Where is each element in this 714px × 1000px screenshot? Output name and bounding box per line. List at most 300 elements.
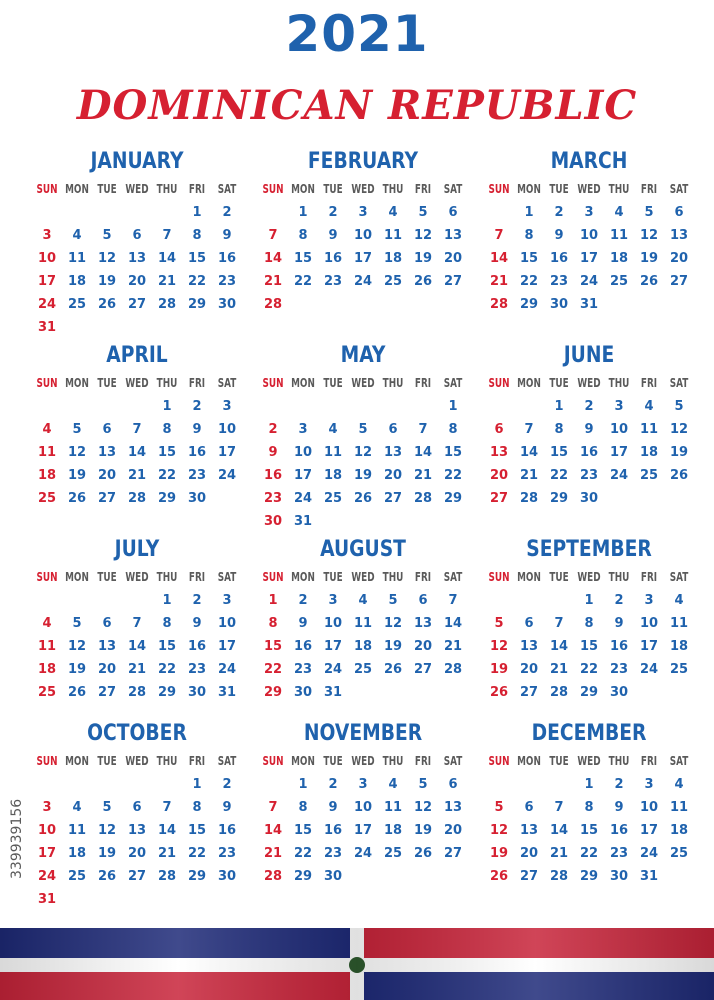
day-cell: 28	[519, 491, 539, 506]
day-cell: 26	[97, 869, 117, 884]
day-cell: 7	[162, 800, 172, 815]
day-cell: 26	[413, 274, 433, 289]
day-cell: 17	[37, 274, 57, 289]
month-august	[258, 534, 468, 704]
weekday-header: THU	[608, 182, 630, 196]
day-cell: 29	[443, 491, 463, 506]
day-cell: 14	[413, 445, 433, 460]
day-cell: 21	[413, 468, 433, 483]
day-cell: 8	[584, 800, 594, 815]
day-cell: 4	[328, 422, 338, 437]
day-cell: 31	[579, 297, 599, 312]
day-cell: 22	[187, 274, 207, 289]
day-cell: 14	[549, 639, 569, 654]
day-cell: 21	[127, 662, 147, 677]
day-cell: 25	[609, 274, 629, 289]
day-cell: 22	[263, 662, 283, 677]
day-grid	[484, 750, 694, 888]
day-cell: 29	[293, 869, 313, 884]
day-cell: 13	[413, 616, 433, 631]
day-cell: 15	[157, 639, 177, 654]
day-cell: 1	[584, 593, 594, 608]
day-cell: 10	[353, 228, 373, 243]
weekday-header: THU	[382, 182, 404, 196]
day-cell: 19	[669, 445, 689, 460]
empty-day-cell	[32, 589, 62, 612]
day-cell: 12	[67, 445, 87, 460]
weekday-header: TUE	[549, 376, 569, 390]
weekday-header: TUE	[549, 182, 569, 196]
day-cell: 29	[157, 491, 177, 506]
weekday-header: WED	[125, 570, 149, 584]
day-cell: 3	[614, 399, 624, 414]
day-cell: 28	[489, 297, 509, 312]
day-cell: 3	[644, 593, 654, 608]
day-cell: 29	[157, 685, 177, 700]
day-cell: 30	[217, 297, 237, 312]
day-cell: 15	[579, 639, 599, 654]
day-cell: 24	[293, 491, 313, 506]
day-cell: 16	[323, 823, 343, 838]
weekday-header: TUE	[549, 754, 569, 768]
day-cell: 25	[669, 846, 689, 861]
day-cell: 10	[639, 616, 659, 631]
day-cell: 29	[579, 869, 599, 884]
day-cell: 30	[217, 869, 237, 884]
day-cell: 18	[353, 639, 373, 654]
day-cell: 26	[67, 491, 87, 506]
day-cell: 18	[323, 468, 343, 483]
day-cell: 26	[639, 274, 659, 289]
day-cell: 1	[162, 399, 172, 414]
day-cell: 13	[443, 800, 463, 815]
day-cell: 9	[222, 800, 232, 815]
day-cell: 4	[42, 422, 52, 437]
day-cell: 30	[609, 685, 629, 700]
day-cell: 24	[639, 662, 659, 677]
day-cell: 4	[644, 399, 654, 414]
day-cell: 18	[37, 468, 57, 483]
day-cell: 21	[443, 639, 463, 654]
country-title: DOMINICAN REPUBLIC	[76, 82, 638, 129]
day-cell: 2	[222, 777, 232, 792]
weekday-header: TUE	[97, 570, 117, 584]
day-cell: 12	[383, 616, 403, 631]
day-cell: 15	[293, 823, 313, 838]
day-cell: 19	[97, 274, 117, 289]
day-cell: 8	[448, 422, 458, 437]
day-cell: 20	[127, 846, 147, 861]
day-cell: 27	[413, 662, 433, 677]
day-cell: 6	[494, 422, 504, 437]
day-cell: 1	[524, 205, 534, 220]
day-cell: 10	[37, 251, 57, 266]
weekday-header: SAT	[669, 754, 689, 768]
day-cell: 5	[674, 399, 684, 414]
day-cell: 30	[187, 491, 207, 506]
day-cell: 21	[157, 274, 177, 289]
day-cell: 21	[263, 846, 283, 861]
day-cell: 28	[263, 869, 283, 884]
weekday-header: THU	[608, 570, 630, 584]
day-cell: 24	[609, 468, 629, 483]
day-cell: 8	[192, 800, 202, 815]
empty-day-cell	[514, 773, 544, 796]
day-cell: 18	[37, 662, 57, 677]
weekday-header: WED	[577, 376, 601, 390]
weekday-header: FRI	[640, 754, 658, 768]
weekday-header: FRI	[188, 754, 206, 768]
empty-day-cell	[122, 589, 152, 612]
empty-day-cell	[152, 773, 182, 796]
day-cell: 6	[388, 422, 398, 437]
day-cell: 30	[609, 869, 629, 884]
weekday-header: WED	[125, 376, 149, 390]
weekday-header: SUN	[36, 376, 58, 390]
day-cell: 17	[639, 823, 659, 838]
empty-day-cell	[122, 395, 152, 418]
day-cell: 11	[669, 800, 689, 815]
day-cell: 15	[187, 251, 207, 266]
day-cell: 12	[97, 823, 117, 838]
day-cell: 7	[554, 800, 564, 815]
day-cell: 30	[549, 297, 569, 312]
empty-day-cell	[92, 395, 122, 418]
day-cell: 23	[323, 846, 343, 861]
empty-day-cell	[32, 773, 62, 796]
day-cell: 6	[132, 800, 142, 815]
month-october	[32, 718, 242, 911]
empty-day-cell	[92, 201, 122, 224]
day-cell: 5	[418, 777, 428, 792]
day-cell: 12	[489, 639, 509, 654]
weekday-header: SUN	[262, 376, 284, 390]
empty-day-cell	[484, 201, 514, 224]
day-cell: 1	[268, 593, 278, 608]
day-cell: 15	[579, 823, 599, 838]
day-cell: 8	[298, 800, 308, 815]
day-cell: 30	[579, 491, 599, 506]
day-cell: 20	[489, 468, 509, 483]
day-cell: 14	[127, 445, 147, 460]
day-cell: 3	[42, 228, 52, 243]
weekday-header: FRI	[188, 570, 206, 584]
day-cell: 30	[323, 869, 343, 884]
empty-day-cell	[122, 201, 152, 224]
day-cell: 10	[639, 800, 659, 815]
day-cell: 27	[97, 685, 117, 700]
day-cell: 26	[353, 491, 373, 506]
day-cell: 21	[263, 274, 283, 289]
month-title: JULY	[114, 537, 160, 562]
day-cell: 5	[72, 616, 82, 631]
day-cell: 25	[383, 274, 403, 289]
day-cell: 13	[383, 445, 403, 460]
empty-day-cell	[152, 201, 182, 224]
month-december	[484, 718, 694, 888]
weekday-header: MON	[517, 754, 541, 768]
day-grid	[258, 178, 468, 316]
day-cell: 4	[72, 228, 82, 243]
day-cell: 23	[609, 662, 629, 677]
day-cell: 14	[443, 616, 463, 631]
day-cell: 14	[157, 823, 177, 838]
day-cell: 24	[217, 662, 237, 677]
day-cell: 9	[298, 616, 308, 631]
day-cell: 11	[669, 616, 689, 631]
day-cell: 7	[418, 422, 428, 437]
day-cell: 8	[192, 228, 202, 243]
weekday-header: THU	[156, 182, 178, 196]
weekday-header: MON	[291, 754, 315, 768]
day-cell: 20	[669, 251, 689, 266]
day-cell: 12	[97, 251, 117, 266]
day-cell: 22	[579, 846, 599, 861]
weekday-header: TUE	[323, 754, 343, 768]
day-cell: 22	[519, 274, 539, 289]
day-cell: 16	[609, 639, 629, 654]
month-february	[258, 146, 468, 316]
weekday-header: TUE	[549, 570, 569, 584]
day-cell: 18	[67, 274, 87, 289]
day-cell: 13	[127, 823, 147, 838]
month-title: MAY	[340, 343, 386, 368]
day-cell: 18	[609, 251, 629, 266]
weekday-header: SAT	[217, 570, 237, 584]
day-cell: 27	[519, 869, 539, 884]
weekday-header: WED	[577, 570, 601, 584]
day-cell: 28	[413, 491, 433, 506]
day-cell: 7	[448, 593, 458, 608]
day-cell: 10	[217, 616, 237, 631]
day-cell: 29	[187, 297, 207, 312]
day-cell: 31	[293, 514, 313, 529]
day-cell: 17	[37, 846, 57, 861]
day-cell: 16	[323, 251, 343, 266]
weekday-header: TUE	[323, 376, 343, 390]
day-cell: 23	[293, 662, 313, 677]
weekday-header: MON	[65, 182, 89, 196]
day-cell: 2	[614, 777, 624, 792]
day-cell: 3	[42, 800, 52, 815]
day-cell: 5	[102, 800, 112, 815]
day-cell: 2	[298, 593, 308, 608]
day-cell: 19	[413, 251, 433, 266]
day-cell: 29	[187, 869, 207, 884]
stock-id-label: 339939156	[9, 798, 25, 880]
month-november	[258, 718, 468, 888]
day-cell: 18	[639, 445, 659, 460]
day-cell: 16	[579, 445, 599, 460]
day-cell: 13	[127, 251, 147, 266]
day-cell: 25	[323, 491, 343, 506]
empty-day-cell	[258, 395, 288, 418]
day-cell: 14	[157, 251, 177, 266]
day-cell: 7	[162, 228, 172, 243]
day-cell: 14	[489, 251, 509, 266]
day-cell: 9	[222, 228, 232, 243]
day-cell: 23	[263, 491, 283, 506]
day-cell: 19	[489, 846, 509, 861]
weekday-header: FRI	[414, 570, 432, 584]
day-cell: 17	[579, 251, 599, 266]
day-cell: 22	[579, 662, 599, 677]
empty-day-cell	[62, 395, 92, 418]
day-cell: 19	[353, 468, 373, 483]
day-cell: 9	[584, 422, 594, 437]
day-grid	[258, 566, 468, 704]
day-cell: 15	[263, 639, 283, 654]
month-january	[32, 146, 242, 339]
day-cell: 26	[67, 685, 87, 700]
day-cell: 9	[192, 422, 202, 437]
empty-day-cell	[318, 395, 348, 418]
weekday-header: FRI	[188, 376, 206, 390]
weekday-header: FRI	[640, 182, 658, 196]
day-cell: 2	[222, 205, 232, 220]
day-cell: 10	[37, 823, 57, 838]
day-cell: 11	[639, 422, 659, 437]
day-cell: 17	[639, 639, 659, 654]
weekday-header: MON	[291, 182, 315, 196]
day-cell: 19	[489, 662, 509, 677]
day-cell: 19	[67, 662, 87, 677]
day-grid	[32, 566, 242, 704]
month-march	[484, 146, 694, 316]
day-cell: 6	[674, 205, 684, 220]
day-cell: 31	[323, 685, 343, 700]
day-cell: 19	[413, 823, 433, 838]
weekday-header: MON	[65, 754, 89, 768]
day-cell: 14	[549, 823, 569, 838]
day-cell: 14	[263, 823, 283, 838]
weekday-header: MON	[65, 570, 89, 584]
weekday-header: TUE	[323, 182, 343, 196]
empty-day-cell	[378, 395, 408, 418]
day-cell: 19	[97, 846, 117, 861]
day-cell: 10	[217, 422, 237, 437]
weekday-header: SAT	[443, 182, 463, 196]
day-cell: 27	[443, 274, 463, 289]
day-cell: 23	[549, 274, 569, 289]
day-cell: 18	[669, 823, 689, 838]
day-cell: 22	[293, 274, 313, 289]
weekday-header: THU	[382, 376, 404, 390]
day-cell: 7	[268, 228, 278, 243]
day-cell: 31	[639, 869, 659, 884]
day-cell: 10	[609, 422, 629, 437]
day-cell: 2	[614, 593, 624, 608]
day-cell: 19	[639, 251, 659, 266]
day-cell: 9	[268, 445, 278, 460]
day-cell: 13	[443, 228, 463, 243]
day-cell: 17	[353, 251, 373, 266]
day-cell: 6	[448, 777, 458, 792]
day-cell: 10	[579, 228, 599, 243]
day-cell: 20	[127, 274, 147, 289]
dominican-flag-banner	[0, 928, 714, 1000]
day-cell: 22	[293, 846, 313, 861]
day-cell: 16	[187, 639, 207, 654]
day-cell: 26	[489, 685, 509, 700]
month-april	[32, 340, 242, 510]
day-cell: 29	[519, 297, 539, 312]
day-cell: 24	[37, 869, 57, 884]
empty-day-cell	[62, 589, 92, 612]
weekday-header: SAT	[669, 376, 689, 390]
day-cell: 29	[263, 685, 283, 700]
weekday-header: SUN	[36, 570, 58, 584]
weekday-header: SUN	[36, 754, 58, 768]
day-cell: 22	[157, 662, 177, 677]
empty-day-cell	[92, 773, 122, 796]
day-cell: 24	[217, 468, 237, 483]
day-cell: 4	[42, 616, 52, 631]
empty-day-cell	[258, 773, 288, 796]
day-cell: 18	[383, 251, 403, 266]
weekday-header: TUE	[97, 376, 117, 390]
day-grid	[258, 750, 468, 888]
day-cell: 5	[418, 205, 428, 220]
day-cell: 1	[584, 777, 594, 792]
day-cell: 15	[519, 251, 539, 266]
day-cell: 4	[388, 205, 398, 220]
weekday-header: SAT	[669, 570, 689, 584]
day-cell: 20	[383, 468, 403, 483]
day-cell: 24	[353, 274, 373, 289]
empty-day-cell	[544, 589, 574, 612]
day-cell: 12	[639, 228, 659, 243]
day-cell: 6	[524, 800, 534, 815]
day-cell: 26	[383, 662, 403, 677]
day-cell: 20	[443, 251, 463, 266]
day-cell: 12	[353, 445, 373, 460]
weekday-header: WED	[351, 570, 375, 584]
month-may	[258, 340, 468, 533]
day-cell: 26	[97, 297, 117, 312]
day-cell: 12	[413, 800, 433, 815]
day-cell: 23	[187, 468, 207, 483]
day-cell: 22	[549, 468, 569, 483]
day-cell: 11	[383, 228, 403, 243]
day-cell: 9	[328, 228, 338, 243]
month-title: JUNE	[563, 343, 615, 368]
day-cell: 7	[268, 800, 278, 815]
day-cell: 13	[669, 228, 689, 243]
day-cell: 13	[97, 445, 117, 460]
day-cell: 24	[37, 297, 57, 312]
weekday-header: THU	[608, 754, 630, 768]
weekday-header: THU	[156, 570, 178, 584]
day-cell: 2	[584, 399, 594, 414]
day-cell: 25	[67, 297, 87, 312]
weekday-header: WED	[351, 182, 375, 196]
weekday-header: FRI	[414, 754, 432, 768]
day-cell: 22	[157, 468, 177, 483]
weekday-header: SUN	[36, 182, 58, 196]
day-cell: 13	[489, 445, 509, 460]
day-cell: 25	[669, 662, 689, 677]
day-cell: 8	[268, 616, 278, 631]
day-cell: 16	[293, 639, 313, 654]
day-cell: 1	[554, 399, 564, 414]
day-cell: 14	[519, 445, 539, 460]
day-cell: 30	[263, 514, 283, 529]
day-cell: 1	[192, 205, 202, 220]
day-cell: 13	[519, 823, 539, 838]
weekday-header: FRI	[188, 182, 206, 196]
day-cell: 16	[263, 468, 283, 483]
